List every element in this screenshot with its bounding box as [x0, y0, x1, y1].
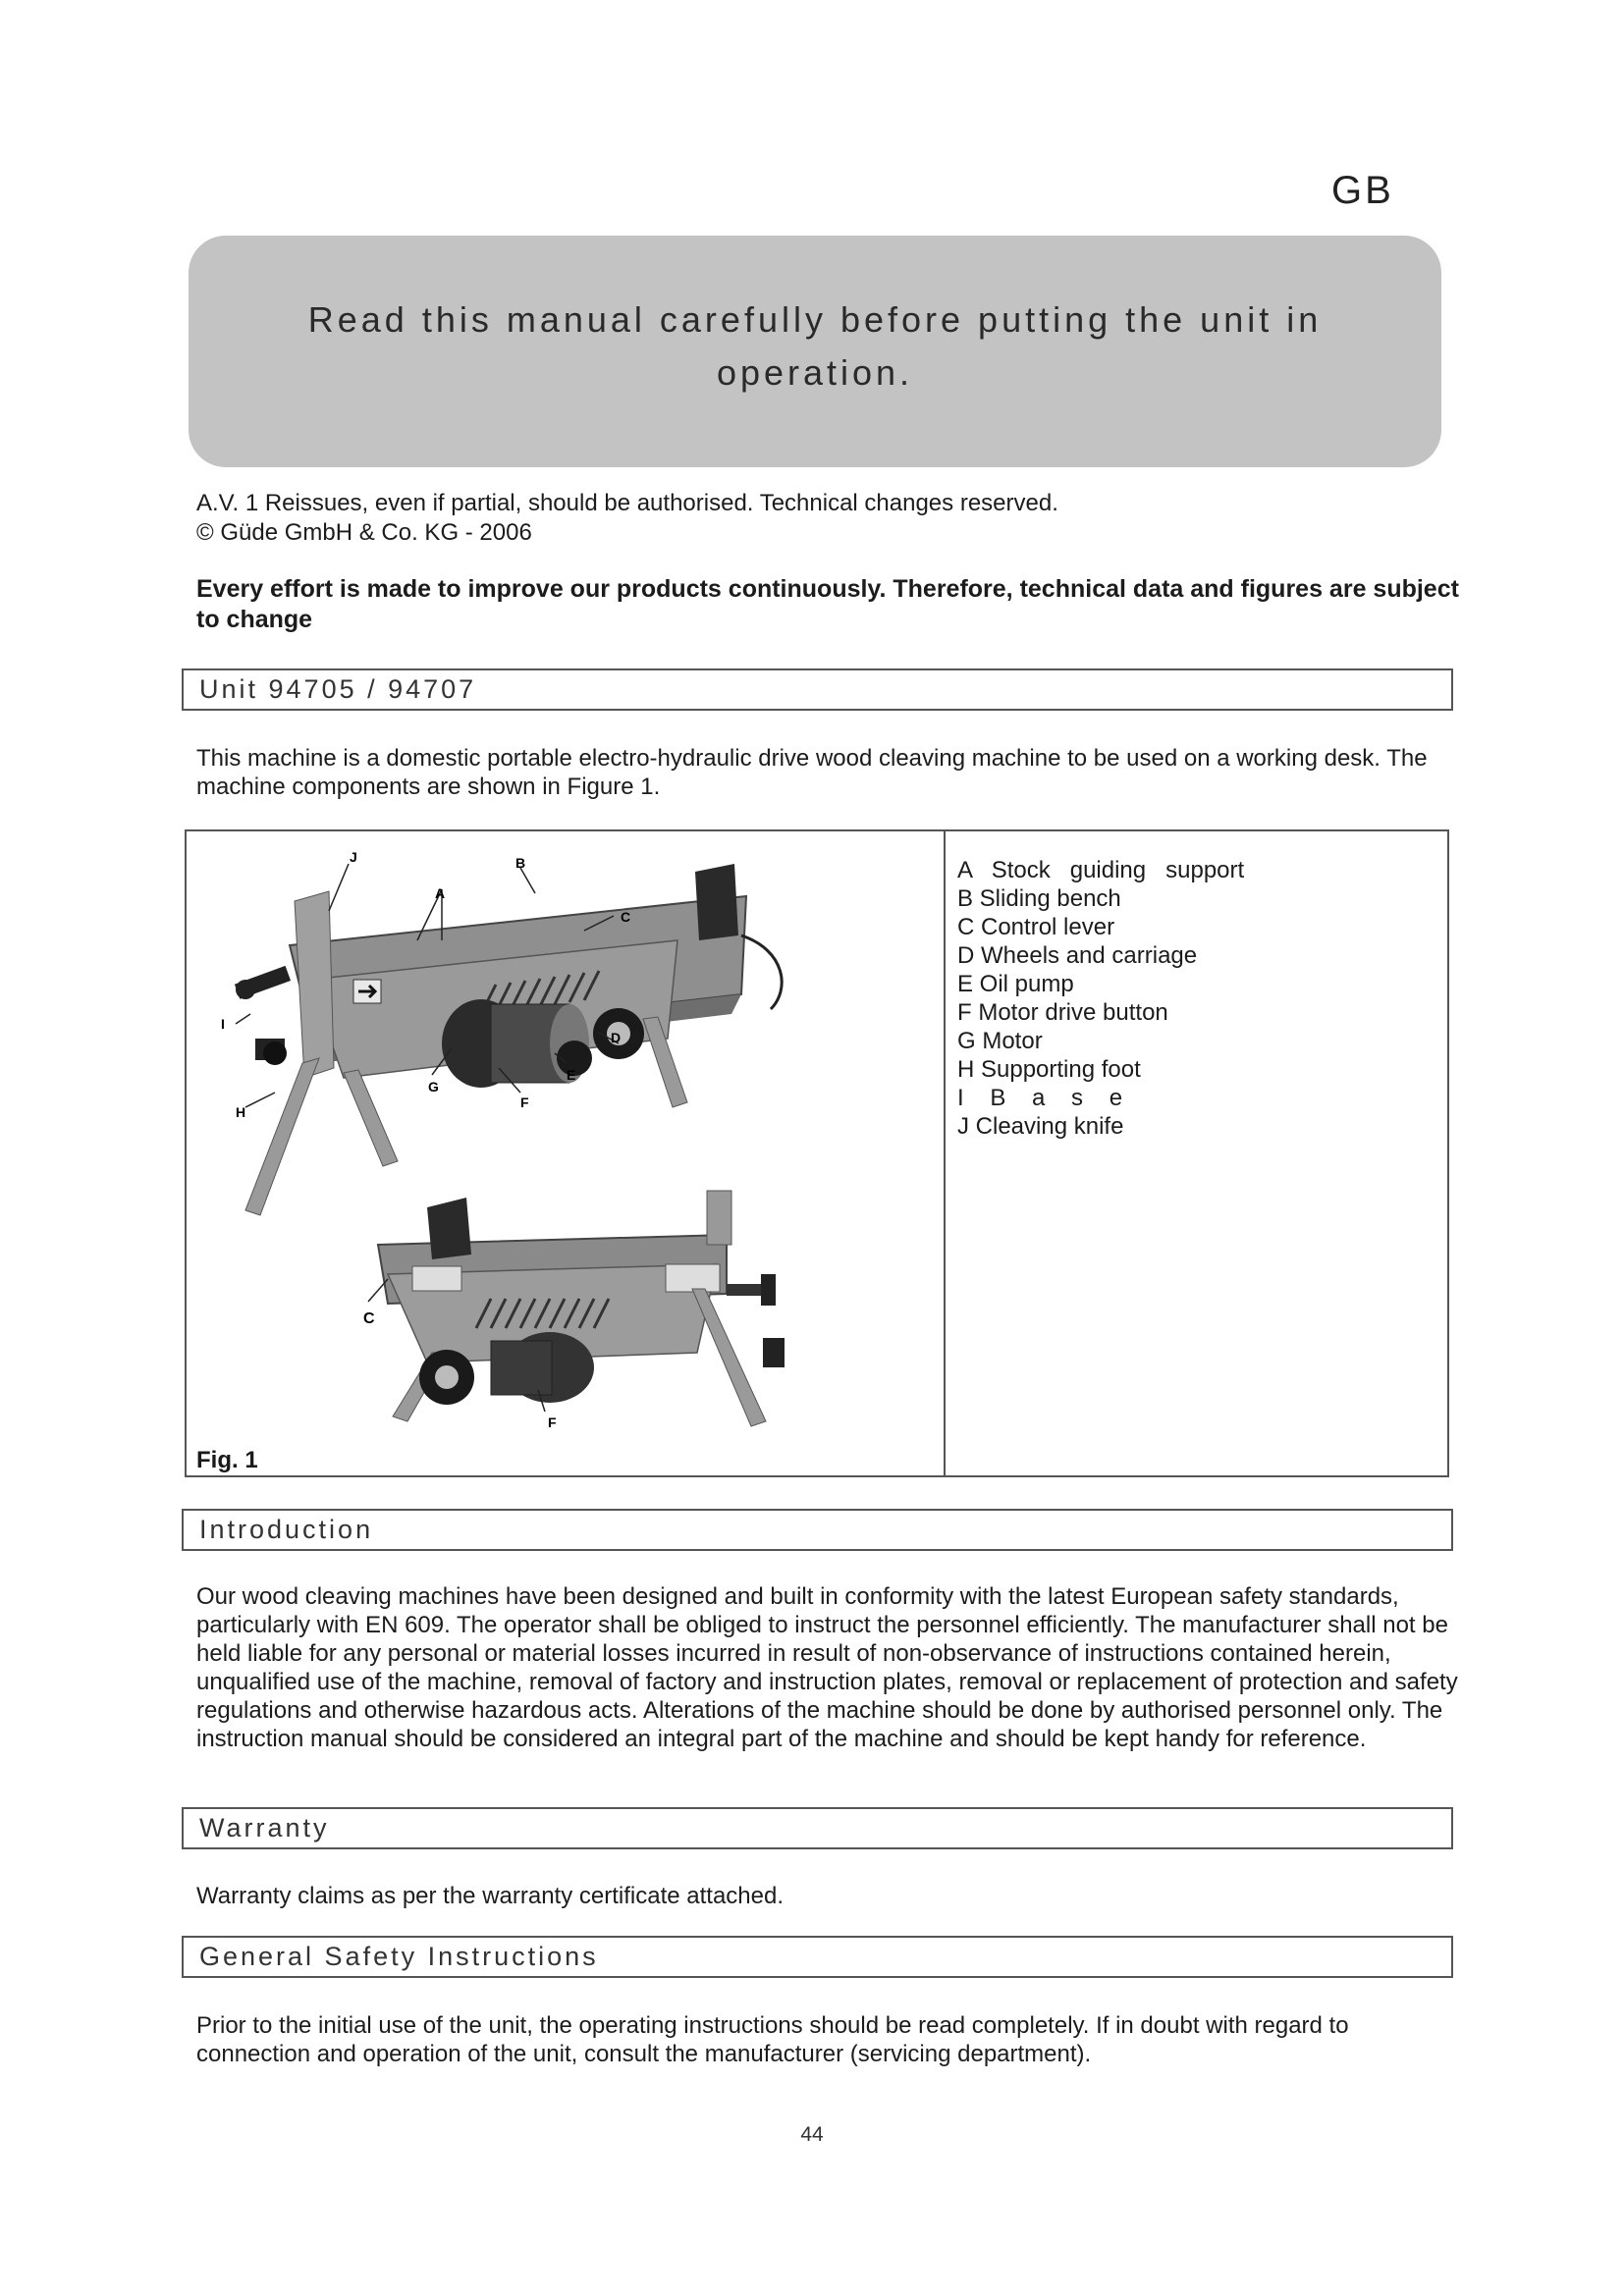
page-number: 44 [800, 2123, 824, 2146]
legend-item: B Sliding bench [957, 885, 1121, 912]
legend-item: A Stock guiding support [957, 857, 1245, 883]
log-splitter-top-view [221, 849, 782, 1215]
legend-item: I B a s e [957, 1085, 1123, 1111]
callout-label: C [363, 1310, 375, 1327]
warranty-body: Warranty claims as per the warranty certificate attached. [196, 1883, 785, 1909]
section-header-warranty: Warranty [182, 1807, 1453, 1849]
callout-label: F [548, 1415, 557, 1430]
callout-label: G [428, 1079, 439, 1095]
callout-label: B [515, 855, 526, 871]
warning-banner [189, 236, 1441, 467]
callout-label: J [350, 849, 357, 865]
callout-label: A [435, 885, 446, 901]
legend-item: C Control lever [957, 914, 1115, 940]
callout-label: E [567, 1067, 576, 1083]
legend-item: J Cleaving knife [957, 1113, 1124, 1140]
section-header-safety: General Safety Instructions [182, 1936, 1453, 1978]
log-splitter-bottom-view [363, 1191, 785, 1430]
unit-description: This machine is a domestic portable electro-hydraulic drive wood cleaving machine to be used on a working desk. The machine components are shown in Figure 1. [196, 745, 1428, 800]
legend-item: E Oil pump [957, 971, 1074, 997]
section-header-introduction: Introduction [182, 1509, 1453, 1551]
callout-label: H [236, 1104, 246, 1120]
figure-divider [944, 829, 946, 1477]
callout-label: F [520, 1095, 529, 1110]
legend-item: D Wheels and carriage [957, 942, 1198, 969]
legend-item: G Motor [957, 1028, 1043, 1054]
legend-item: H Supporting foot [957, 1056, 1141, 1083]
safety-body: Prior to the initial use of the unit, the operating instructions should be read completely. If in doubt with regard to connection and operation of the unit, consult the manufacturer (servicing department). [196, 2012, 1349, 2067]
banner-text: Read this manual carefully before putting the unit in operation. [307, 299, 1323, 393]
callout-label: C [621, 909, 631, 925]
callout-label: D [611, 1030, 622, 1045]
copyright-line-1: A.V. 1 Reissues, even if partial, should be authorised. Technical changes reserved. [196, 490, 1058, 516]
legend-item: F Motor drive button [957, 999, 1168, 1026]
copyright-line-2: © Güde GmbH & Co. KG - 2006 [196, 519, 532, 546]
section-header-unit: Unit 94705 / 94707 [182, 668, 1453, 711]
language-code: GB [1331, 169, 1394, 212]
log-splitter-illustration [196, 842, 933, 1441]
figure-label: Fig. 1 [196, 1447, 258, 1473]
callout-label: I [221, 1016, 225, 1032]
introduction-body: Our wood cleaving machines have been designed and built in conformity with the latest European safety standards, particularly with EN 609. The operator shall be obliged to instruct the personnel efficiently. The manufacturer shall not be held liable for any personal or material losses incurred in result of non-observance of instructions contained herein, unqualified use of the machine, removal of factory and instruction plates, removal or replacement of protection and safety regulations and otherwise hazardous acts. Alterations of the machine should be done by authorised personnel only. The instruction manual should be considered an integral part of the machine and should be kept handy for reference. [196, 1583, 1458, 1752]
improvement-notice: Every effort is made to improve our products continuously. Therefore, technical data and figures are subject to change [196, 575, 1459, 633]
component-legend [957, 856, 1244, 1141]
